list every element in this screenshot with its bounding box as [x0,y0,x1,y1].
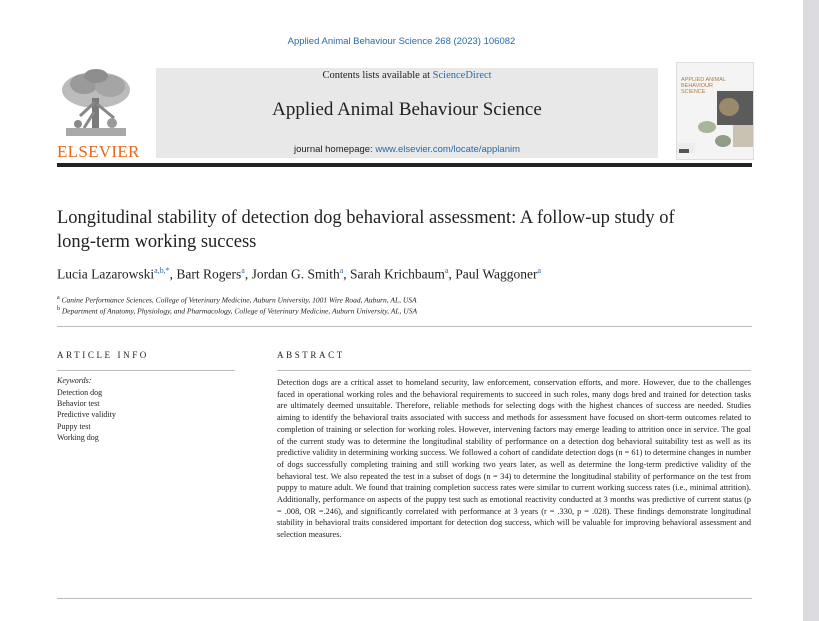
keyword-item: Detection dog [57,388,103,397]
journal-title: Applied Animal Behaviour Science [272,99,542,120]
author-affiliation-marker[interactable]: a [537,266,542,275]
keyword-item: Puppy test [57,421,91,431]
journal-cover-image [676,62,754,160]
divider [57,326,752,327]
article-info-heading: ARTICLE INFO [57,350,149,360]
viewer-edge [803,0,819,621]
author-affiliation-marker[interactable]: a,b,* [154,266,170,275]
keyword-item: Working dog [57,432,99,442]
author-affiliation-marker[interactable]: a [339,266,344,275]
journal-citation[interactable]: Applied Animal Behaviour Science 268 (2023) 106082 [287,36,516,47]
abstract-text: Detection dogs are a critical asset to homeland security, law enforcement, conservation efforts, and more. However, due to the challenges faced in operational working roles and the behavioral requirements to succeed in such roles, many dogs bred and trained for detection tasks are ultimately deemed unsuitable. Therefore, reliable methods for selecting dogs with the highest chances of success are needed. Studies aiming to identify the behavioral traits associated with success and methods for assessment have focused on short-term outcomes related to completion of training or selection for working roles. However, intervening factors may emerge leading to attrition once in service. The goal of the current study was to determine the longitudinal stability of performance on a detection dog behavioral suitability test as well as its predictive validity in determining working success. We followed a cohort of candidate detection dogs (n = 61) to determine changes in number of dogs successfully completing training and still working two years later, as well as determine the long-term predictive validity of the behavioral test. We also repeated the test in a subset of dogs (n = 34) to determine the longitudinal stability of performance on the test from puppy to mature adult. We found that training completion success rates were similar to current working success rates (i.e., minimal attrition). Additionally, performance on aspects of the puppy test such as emotional reactivity conducted at 3 months was predictive of current status (p = .008, OR =.246), and significantly correlated with performance at 3 years (r = .330, p = .028). These findings demonstrate longitudinal stability in behavioral traits considered important for detection dog success, which will be valuable for improving behavioral assessment and selection measures. [277,378,751,540]
affiliation: $^b$ Department of Anatomy, Physiology, and Pharmacology, College of Veterinary Medicine, Auburn University, AL, USA [57,306,418,316]
contents-line: Contents lists available at ScienceDirect [322,70,492,81]
keywords-list [57,387,116,443]
homepage-link[interactable]: www.elsevier.com/locate/applanim [375,144,521,155]
header-rule [57,163,752,167]
author-name[interactable]: Lucia Lazarowski [57,266,155,282]
cover-title: APPLIED ANIMAL BEHAVIOUR SCIENCE [681,77,726,95]
author-name[interactable]: Bart Rogers [176,266,242,282]
paper-title: Longitudinal stability of detection dog behavioral assessment: A follow-up study of long-term working success [57,208,675,252]
divider [57,598,752,599]
journal-homepage: journal homepage: www.elsevier.com/locate/applanim [293,144,521,155]
author-list: Lucia Lazarowski$^{a,b,*}$, Bart Rogers$^a$, Jordan G. Smith$^a$, Sarah Krichbaum$^a$, Paul Waggoner$^a$ [57,266,542,282]
elsevier-wordmark: ELSEVIER [57,142,140,161]
divider [57,370,235,371]
author-name[interactable]: Paul Waggoner [455,266,538,282]
sciencedirect-link[interactable]: ScienceDirect [432,70,492,81]
affiliation: $^a$ Canine Performance Sciences, College of Veterinary Medicine, Auburn University, 1001 Wire Road, Auburn, AL, USA [57,295,417,305]
abstract-heading: ABSTRACT [277,350,345,360]
journal-banner [156,68,658,158]
author-affiliation-marker[interactable]: a [444,266,449,275]
author-affiliation-marker[interactable]: a [241,266,245,275]
keyword-item: Behavior test [57,399,100,409]
divider [277,370,751,371]
author-name[interactable]: Jordan G. Smith [251,266,340,282]
keywords-label: Keywords: [57,376,92,385]
keyword-item: Predictive validity [57,410,116,420]
author-name[interactable]: Sarah Krichbaum [350,266,445,282]
